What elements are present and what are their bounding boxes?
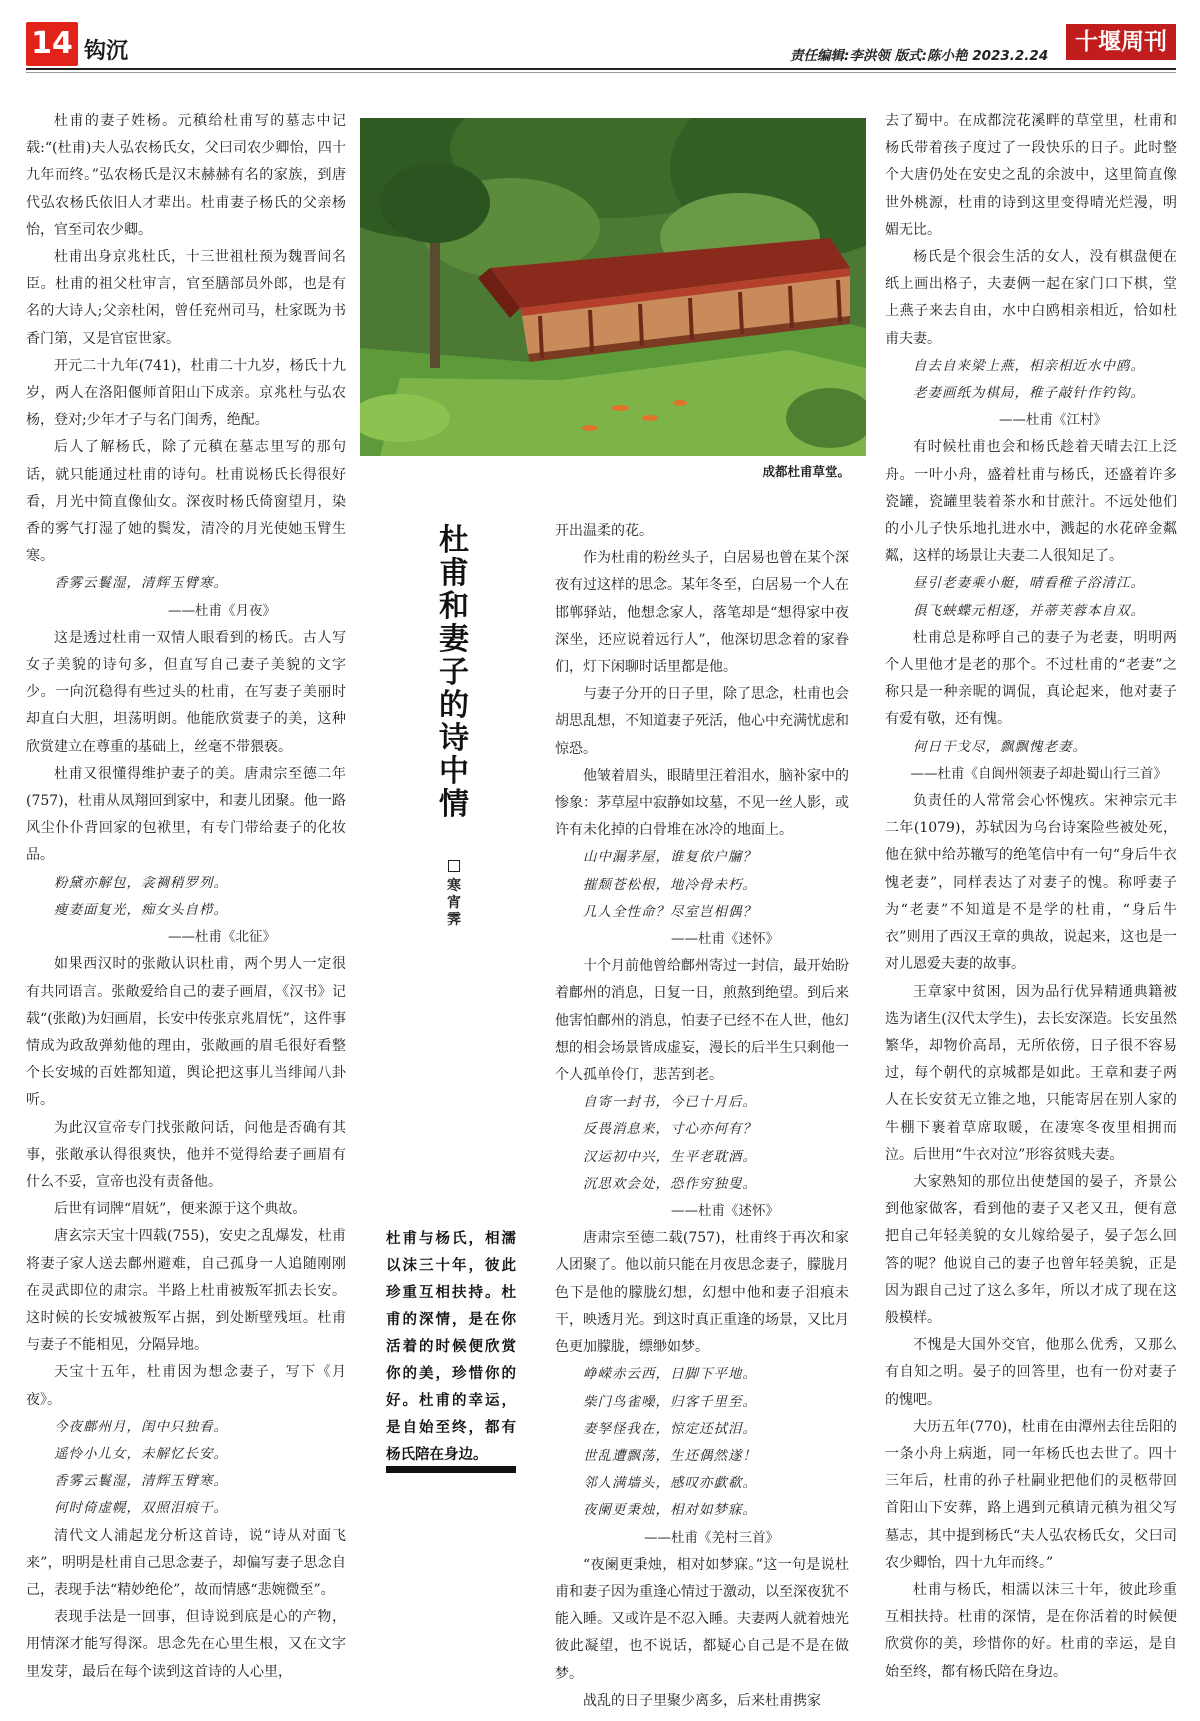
author-box-icon — [448, 860, 460, 872]
poem-line: 自去自来梁上燕，相亲相近水中鸥。 — [913, 357, 1145, 374]
paragraph: 杜甫的妻子姓杨。元稹给杜甫写的墓志中记载:“(杜甫)夫人弘农杨氏女，父曰司农少卿怡，四十九年而终。”弘农杨氏是汉末赫赫有名的家族，到唐代弘农杨氏依旧人才辈出。杜甫妻子杨氏的父亲杨怡，官至司农少卿。 — [26, 113, 346, 238]
paragraph: 大历五年(770)，杜甫在由潭州去往岳阳的一条小舟上病逝，同一年杨氏也去世了。四十三年后，杜甫的孙子杜嗣业把他们的灵柩带回首阳山下安葬，路上遇到元稹请元稹为祖父写墓志，其中提到杨氏“夫人弘农杨氏女，父曰司农少卿怡，四十九年而终。” — [885, 1418, 1177, 1571]
article-photo — [360, 118, 866, 456]
article-title: 杜甫和妻子的诗中情 — [439, 523, 469, 822]
poem-citation: ——杜甫《述怀》 — [671, 931, 779, 948]
poem-citation: ——杜甫《述怀》 — [671, 1203, 779, 1220]
poem-citation: ——杜甫《月夜》 — [168, 602, 276, 619]
poem-citation: ——杜甫《自阆州领妻子却赴蜀山行三首》 — [910, 765, 1167, 782]
poem-citation: ——杜甫《江村》 — [999, 412, 1107, 429]
paragraph: 战乱的日子里聚少离多，后来杜甫携家 — [583, 1692, 821, 1709]
poem-line: 瘦妻面复光，痴女头自栉。 — [54, 901, 228, 918]
poem-line: 妻孥怪我在，惊定还拭泪。 — [583, 1420, 757, 1437]
paragraph: 有时候杜甫也会和杨氏趁着天晴去江上泛舟。一叶小舟，盛着杜甫与杨氏，还盛着许多瓷罐，瓷罐里装着茶水和甘蔗汁。不远处他们的小儿子快乐地扎进水中，溅起的水花碎金粼粼，这样的场景让夫妻二人很知足了。 — [885, 439, 1177, 565]
paragraph: 表现手法是一回事，但诗说到底是心的产物，用情深才能写得深。思念先在心里生根，又在文字里发芽，最后在每个读到这首诗的人心里， — [26, 1609, 346, 1680]
paragraph: 杨氏是个很会生活的女人，没有棋盘便在纸上画出格子，夫妻俩一起在家门口下棋，堂上燕子来去自由，水中白鸥相亲相近，恰如杜甫夫妻。 — [885, 249, 1177, 347]
paragraph: 清代文人浦起龙分析这首诗，说“诗从对面飞来”，明明是杜甫自己思念妻子，却偏写妻子思念自己，表现手法“精妙绝伦”，故而情感“悲婉微至”。 — [26, 1527, 346, 1598]
paragraph: 去了蜀中。在成都浣花溪畔的草堂里，杜甫和杨氏带着孩子度过了一段快乐的日子。此时整个大唐仍处在安史之乱的余波中，这里简直像世外桃源，杜甫的诗到这里变得晴光烂漫，明媚无比。 — [885, 113, 1177, 238]
paragraph: 不愧是大国外交官，他那么优秀，又那么有自知之明。晏子的回答里，也有一份对妻子的愧吧。 — [885, 1337, 1177, 1408]
paragraph: 开元二十九年(741)，杜甫二十九岁，杨氏十九岁，两人在洛阳偃师首阳山下成亲。京兆杜与弘农杨，登对;少年才子与名门闺秀，绝配。 — [26, 357, 346, 429]
du-fu-thatched-cottage-illustration — [360, 118, 866, 456]
column-3 — [555, 518, 849, 1715]
paragraph: 唐玄宗天宝十四载(755)，安史之乱爆发，杜甫将妻子家人送去鄜州避难，自己孤身一人追随刚刚在灵武即位的肃宗。半路上杜甫被叛军抓去长安。这时候的长安城被叛军占据，到处断壁残垣。杜甫与妻子不能相见，分隔异地。 — [26, 1228, 346, 1354]
poem-line: 几人全性命？尽室岂相偶？ — [583, 903, 757, 920]
paragraph: 后人了解杨氏，除了元稹在墓志里写的那句话，就只能通过杜甫的诗句。杜甫说杨氏长得很好看，月光中简直像仙女。深夜时杨氏倚窗望月，染香的雾气打湿了她的鬓发，清冷的月光使她玉臂生寒。 — [26, 439, 346, 565]
poem-line: 摧颓苍松根，地冷骨未朽。 — [583, 876, 757, 893]
paragraph: 如果西汉时的张敞认识杜甫，两个男人一定很有共同语言。张敞爱给自己的妻子画眉，《汉书》记载“(张敞)为妇画眉，长安中传张京兆眉怃”，这件事情成为政敌弹劾他的理由，张敞画的眉毛很好看整个长安城的百姓都知道，舆论把这事儿当绯闻八卦听。 — [26, 956, 346, 1109]
poem-line: 沉思欢会处，恐作穷独叟。 — [583, 1175, 757, 1192]
poem-line: 香雾云鬟湿，清辉玉臂寒。 — [54, 575, 228, 592]
editor-line: 责任编辑:李洪领 版式:陈小艳 2023.2.24 — [790, 48, 1049, 64]
paragraph: 作为杜甫的粉丝头子，白居易也曾在某个深夜有过这样的思念。某年冬至，白居易一个人在邯郸驿站，他想念家人，落笔却是“想得家中夜深坐，还应说着远行人”，他深切思念着的家眷们，灯下闲聊时话里都是他。 — [555, 550, 849, 676]
paragraph: 王章家中贫困，因为品行优异精通典籍被选为诸生(汉代太学生)，去长安深造。长安虽然繁华，却物价高昂，无所依傍，日子很不容易过，每个朝代的京城都是如此。王章和妻子两人在长安贫无立锥之地，只能寄居在别人家的牛棚下裹着草席取暖，在凄寒冬夜里相拥而泣。后世用“牛衣对泣”形容贫贱夫妻。 — [885, 983, 1177, 1163]
paragraph: 开出温柔的花。 — [555, 523, 653, 539]
paragraph: 大家熟知的那位出使楚国的晏子，齐景公到他家做客，看到他的妻子又老又丑，便有意把自己年轻美貌的女儿嫁给晏子，晏子怎么回答的呢？他说自己的妻子也曾年轻美貌，正是因为跟自己过了这么多年，所以才成了现在这般模样。 — [885, 1173, 1177, 1326]
photo-caption: 成都杜甫草堂。 — [762, 464, 850, 479]
column-4 — [885, 108, 1177, 1686]
poem-line: 何日干戈尽，飘飘愧老妻。 — [913, 738, 1087, 755]
paragraph: 杜甫出身京兆杜氏，十三世祖杜预为魏晋间名臣。杜甫的祖父杜审言，官至膳部员外郎，也是有名的大诗人;父亲杜闲，曾任兖州司马，杜家既为书香门第，又是官宦世家。 — [26, 249, 346, 347]
paragraph: 他皱着眉头，眼睛里汪着泪水，脑补家中的惨象：茅草屋中寂静如坟墓，不见一丝人影，或许有未化掉的白骨堆在冰冷的地面上。 — [555, 767, 849, 839]
paragraph: 负责任的人常常会心怀愧疚。宋神宗元丰二年(1079)，苏轼因为乌台诗案险些被处死，他在狱中给苏辙写的绝笔信中有一句“身后牛衣愧老妻”，同样表达了对妻子的愧。称呼妻子为“老妻”不知道是不是学的杜甫，“身后牛衣”则用了西汉王章的典故，说起来，这也是一对儿恩爱夫妻的故事。 — [885, 793, 1177, 973]
poem-line: 昼引老妻乘小艇，晴看稚子浴清江。 — [913, 575, 1145, 592]
poem-line: 俱飞蛱蝶元相逐，并蒂芙蓉本自双。 — [913, 602, 1145, 619]
pull-quote: 杜甫与杨氏，相濡以沫三十年，彼此珍重互相扶持。杜甫的深情，是在你活着的时候便欣赏你的美，珍惜你的好。杜甫的幸运，是自始至终，都有杨氏陪在身边。 — [386, 1231, 516, 1463]
page-number: 14 — [26, 22, 78, 66]
poem-citation: ——杜甫《羌村三首》 — [644, 1529, 779, 1546]
paragraph: 十个月前他曾给鄜州寄过一封信，最开始盼着鄜州的消息，日复一日，煎熬到绝望。到后来他害怕鄜州的消息，怕妻子已经不在人世，他幻想的相会场景皆成虚妄，漫长的后半生只剩他一个人孤单伶仃，悲苦到老。 — [555, 958, 849, 1084]
poem-line: 山中漏茅屋，谁复依户牖？ — [583, 849, 757, 866]
poem-citation: ——杜甫《北征》 — [168, 929, 276, 946]
pull-quote-bar — [386, 1466, 516, 1473]
paragraph: 天宝十五年，杜甫因为想念妻子，写下《月夜》。 — [26, 1364, 346, 1408]
poem-line: 遥怜小儿女，未解忆长安。 — [54, 1445, 228, 1462]
column-1 — [26, 108, 346, 1686]
paragraph: 为此汉宣帝专门找张敞问话，问他是否确有其事，张敞承认得很爽快，他并不觉得给妻子画眉有什么不妥，宣帝也没有责备他。 — [26, 1119, 346, 1190]
header-rule — [26, 68, 1176, 70]
poem-line: 香雾云鬟湿，清辉玉臂寒。 — [54, 1473, 228, 1490]
header-rule-thin — [26, 72, 1176, 73]
paragraph: 这是透过杜甫一双情人眼看到的杨氏。古人写女子美貌的诗句多，但直写自己妻子美貌的文字少。一向沉稳得有些过头的杜甫，在写妻子美丽时却直白大胆，坦荡明朗。他能欣赏妻子的美，这种欣赏建立在尊重的基础上，丝毫不带猥亵。 — [26, 629, 346, 755]
poem-line: 老妻画纸为棋局，稚子敲针作钓钩。 — [913, 385, 1145, 402]
poem-line: 峥嵘赤云西，日脚下平地。 — [583, 1366, 757, 1383]
paragraph: 杜甫又很懂得维护妻子的美。唐肃宗至德二年(757)，杜甫从凤翔回到家中，和妻儿团聚。他一路风尘仆仆背回家的包袱里，有专门带给妻子的化妆品。 — [26, 765, 346, 864]
poem-line: 何时倚虚幌，双照泪痕干。 — [54, 1500, 228, 1517]
poem-line: 邻人满墙头，感叹亦歔欷。 — [583, 1475, 757, 1492]
poem-line: 柴门鸟雀噪，归客千里至。 — [583, 1393, 757, 1410]
paragraph: “夜阑更秉烛，相对如梦寐。”这一句是说杜甫和妻子因为重逢心情过于激动，以至深夜犹不能入睡。又或许是不忍入睡。夫妻两人就着烛光彼此凝望，也不说话，都疑心自己是不是在做梦。 — [555, 1556, 849, 1682]
article-author: 寒宵霁 — [447, 878, 461, 928]
paragraph: 唐肃宗至德二载(757)，杜甫终于再次和家人团聚了。他以前只能在月夜思念妻子，朦胧月色下是他的朦胧幻想，幻想中他和妻子泪痕未干，映透月光。到这时真正重逢的场景，又比月色更加朦胧，缥缈如梦。 — [555, 1230, 849, 1356]
paragraph: 杜甫与杨氏，相濡以沫三十年，彼此珍重互相扶持。杜甫的深情，是在你活着的时候便欣赏你的美，珍惜你的好。杜甫的幸运，是自始至终，都有杨氏陪在身边。 — [885, 1581, 1177, 1680]
poem-line: 粉黛亦解包，衾裯稍罗列。 — [54, 874, 228, 891]
poem-line: 自寄一封书，今已十月后。 — [583, 1094, 757, 1111]
poem-line: 夜阑更秉烛，相对如梦寐。 — [583, 1502, 757, 1519]
masthead-logo: 十堰周刊 — [1066, 24, 1176, 60]
poem-line: 反畏消息来，寸心亦何有？ — [583, 1121, 757, 1138]
poem-line: 世乱遭飘荡，生还偶然遂！ — [583, 1447, 757, 1464]
paragraph: 后世有词牌“眉妩”，便来源于这个典故。 — [54, 1201, 307, 1218]
poem-line: 汉运初中兴，生平老耽酒。 — [583, 1148, 757, 1165]
section-name: 钩沉 — [84, 39, 129, 64]
poem-line: 今夜鄜州月，闺中只独看。 — [54, 1418, 228, 1435]
paragraph: 杜甫总是称呼自己的妻子为老妻，明明两个人里他才是老的那个。不过杜甫的“老妻”之称只是一种亲昵的调侃，真论起来，他对妻子有爱有敬，还有愧。 — [885, 629, 1177, 728]
paragraph: 与妻子分开的日子里，除了思念，杜甫也会胡思乱想，不知道妻子死活，他心中充满忧虑和惊恐。 — [555, 686, 849, 757]
